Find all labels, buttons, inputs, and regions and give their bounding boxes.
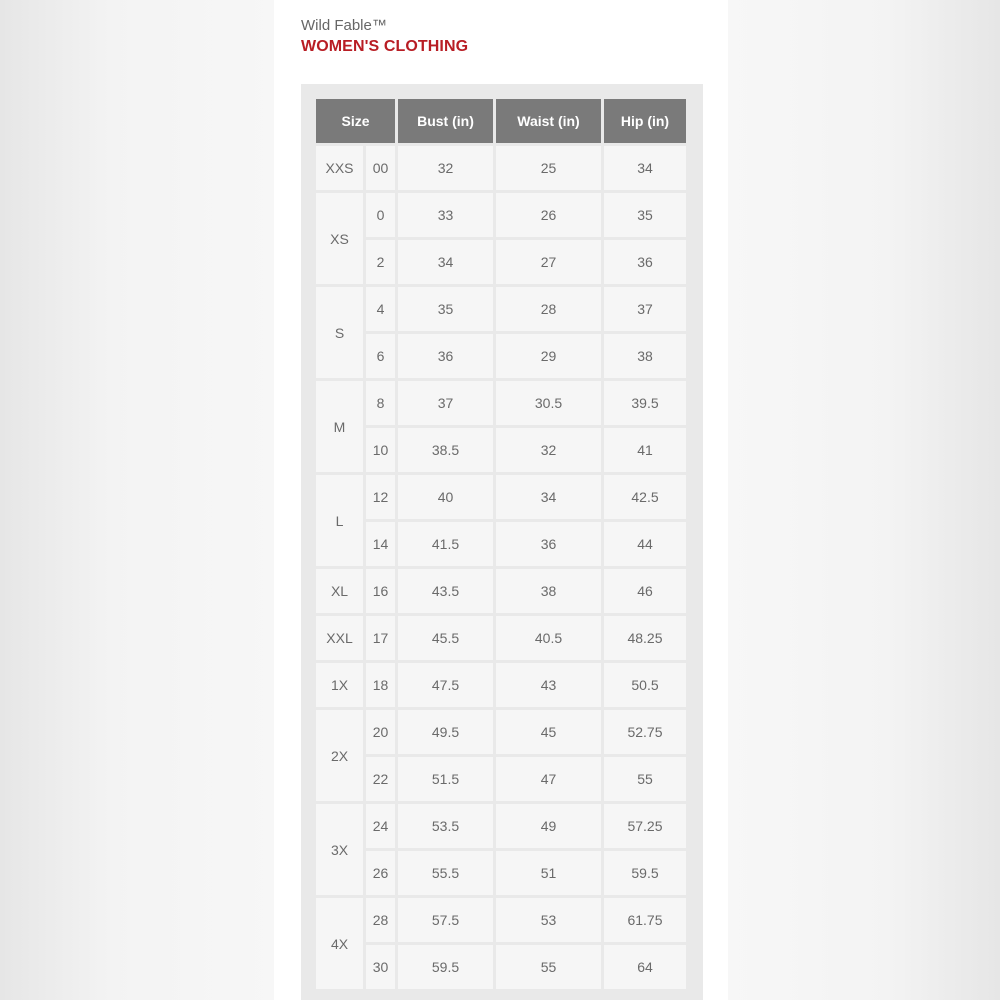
size-letter-cell: 3X bbox=[316, 804, 363, 895]
size-letter-cell: XXS bbox=[316, 146, 363, 190]
bust-cell: 43.5 bbox=[398, 569, 493, 613]
bust-cell: 36 bbox=[398, 334, 493, 378]
header-waist: Waist (in) bbox=[496, 99, 601, 143]
table-row bbox=[316, 616, 686, 660]
waist-cell: 51 bbox=[496, 851, 601, 895]
waist-cell: 36 bbox=[496, 522, 601, 566]
hip-cell: 59.5 bbox=[604, 851, 686, 895]
bust-cell: 37 bbox=[398, 381, 493, 425]
size-letter-cell: 1X bbox=[316, 663, 363, 707]
header-bust: Bust (in) bbox=[398, 99, 493, 143]
size-number-cell: 20 bbox=[366, 710, 395, 754]
size-number-cell: 6 bbox=[366, 334, 395, 378]
waist-cell: 28 bbox=[496, 287, 601, 331]
size-number-cell: 24 bbox=[366, 804, 395, 848]
background-left bbox=[0, 0, 274, 1000]
hip-cell: 55 bbox=[604, 757, 686, 801]
bust-cell: 45.5 bbox=[398, 616, 493, 660]
hip-cell: 57.25 bbox=[604, 804, 686, 848]
size-number-cell: 14 bbox=[366, 522, 395, 566]
size-letter-cell: M bbox=[316, 381, 363, 472]
waist-cell: 43 bbox=[496, 663, 601, 707]
waist-cell: 27 bbox=[496, 240, 601, 284]
table-row bbox=[316, 193, 686, 237]
size-number-cell: 12 bbox=[366, 475, 395, 519]
bust-cell: 55.5 bbox=[398, 851, 493, 895]
waist-cell: 30.5 bbox=[496, 381, 601, 425]
hip-cell: 34 bbox=[604, 146, 686, 190]
waist-cell: 47 bbox=[496, 757, 601, 801]
hip-cell: 44 bbox=[604, 522, 686, 566]
hip-cell: 42.5 bbox=[604, 475, 686, 519]
table-row bbox=[316, 240, 686, 284]
hip-cell: 50.5 bbox=[604, 663, 686, 707]
hip-cell: 61.75 bbox=[604, 898, 686, 942]
hip-cell: 64 bbox=[604, 945, 686, 989]
size-letter-cell: L bbox=[316, 475, 363, 566]
bust-cell: 53.5 bbox=[398, 804, 493, 848]
table-row bbox=[316, 569, 686, 613]
table-row bbox=[316, 945, 686, 989]
size-chart-page bbox=[274, 0, 728, 1000]
size-letter-cell: 4X bbox=[316, 898, 363, 989]
bust-cell: 40 bbox=[398, 475, 493, 519]
size-number-cell: 2 bbox=[366, 240, 395, 284]
table-row bbox=[316, 851, 686, 895]
waist-cell: 40.5 bbox=[496, 616, 601, 660]
waist-cell: 38 bbox=[496, 569, 601, 613]
hip-cell: 37 bbox=[604, 287, 686, 331]
brand-name: Wild Fable™ bbox=[301, 17, 387, 34]
size-number-cell: 17 bbox=[366, 616, 395, 660]
waist-cell: 55 bbox=[496, 945, 601, 989]
waist-cell: 34 bbox=[496, 475, 601, 519]
size-number-cell: 4 bbox=[366, 287, 395, 331]
hip-cell: 38 bbox=[604, 334, 686, 378]
size-number-cell: 28 bbox=[366, 898, 395, 942]
size-number-cell: 0 bbox=[366, 193, 395, 237]
size-letter-cell: XL bbox=[316, 569, 363, 613]
size-number-cell: 8 bbox=[366, 381, 395, 425]
bust-cell: 32 bbox=[398, 146, 493, 190]
size-number-cell: 30 bbox=[366, 945, 395, 989]
waist-cell: 29 bbox=[496, 334, 601, 378]
bust-cell: 51.5 bbox=[398, 757, 493, 801]
table-row bbox=[316, 710, 686, 754]
table-row bbox=[316, 334, 686, 378]
hip-cell: 35 bbox=[604, 193, 686, 237]
table-row bbox=[316, 475, 686, 519]
bust-cell: 35 bbox=[398, 287, 493, 331]
header-size: Size bbox=[316, 99, 395, 143]
bust-cell: 34 bbox=[398, 240, 493, 284]
table-row bbox=[316, 428, 686, 472]
table-row bbox=[316, 898, 686, 942]
bust-cell: 59.5 bbox=[398, 945, 493, 989]
size-number-cell: 16 bbox=[366, 569, 395, 613]
hip-cell: 52.75 bbox=[604, 710, 686, 754]
bust-cell: 38.5 bbox=[398, 428, 493, 472]
table-header-row bbox=[316, 99, 686, 143]
size-number-cell: 18 bbox=[366, 663, 395, 707]
size-letter-cell: S bbox=[316, 287, 363, 378]
size-chart-panel bbox=[301, 84, 703, 1000]
table-body bbox=[316, 146, 686, 989]
waist-cell: 25 bbox=[496, 146, 601, 190]
bust-cell: 41.5 bbox=[398, 522, 493, 566]
page-title: WOMEN'S CLOTHING bbox=[301, 38, 469, 55]
table-row bbox=[316, 663, 686, 707]
bust-cell: 57.5 bbox=[398, 898, 493, 942]
waist-cell: 53 bbox=[496, 898, 601, 942]
size-number-cell: 10 bbox=[366, 428, 395, 472]
size-chart-table bbox=[313, 96, 689, 992]
size-letter-cell: XXL bbox=[316, 616, 363, 660]
bust-cell: 33 bbox=[398, 193, 493, 237]
waist-cell: 26 bbox=[496, 193, 601, 237]
background-right bbox=[728, 0, 1000, 1000]
hip-cell: 48.25 bbox=[604, 616, 686, 660]
header-hip: Hip (in) bbox=[604, 99, 686, 143]
hip-cell: 46 bbox=[604, 569, 686, 613]
table-row bbox=[316, 146, 686, 190]
size-number-cell: 22 bbox=[366, 757, 395, 801]
size-letter-cell: XS bbox=[316, 193, 363, 284]
size-letter-cell: 2X bbox=[316, 710, 363, 801]
waist-cell: 45 bbox=[496, 710, 601, 754]
size-number-cell: 00 bbox=[366, 146, 395, 190]
table-row bbox=[316, 381, 686, 425]
table-row bbox=[316, 804, 686, 848]
table-row bbox=[316, 757, 686, 801]
table-row bbox=[316, 287, 686, 331]
bust-cell: 47.5 bbox=[398, 663, 493, 707]
bust-cell: 49.5 bbox=[398, 710, 493, 754]
table-row bbox=[316, 522, 686, 566]
hip-cell: 41 bbox=[604, 428, 686, 472]
waist-cell: 32 bbox=[496, 428, 601, 472]
hip-cell: 39.5 bbox=[604, 381, 686, 425]
hip-cell: 36 bbox=[604, 240, 686, 284]
size-number-cell: 26 bbox=[366, 851, 395, 895]
waist-cell: 49 bbox=[496, 804, 601, 848]
